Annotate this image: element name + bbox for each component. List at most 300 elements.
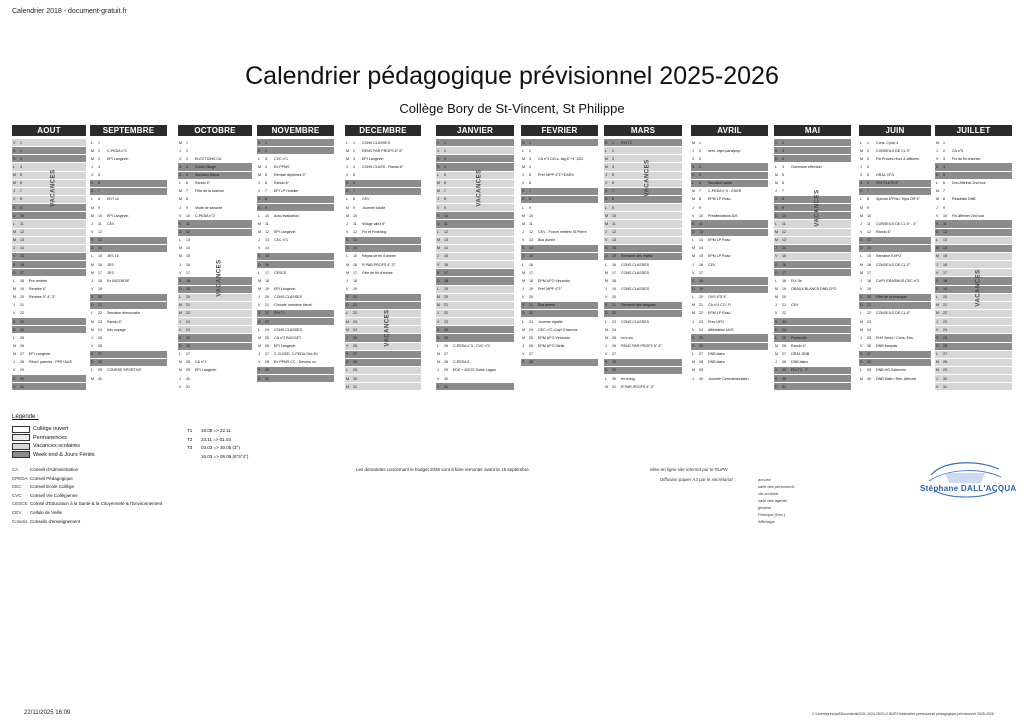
day-number: 7 xyxy=(612,189,614,194)
day-event: Pentecôte xyxy=(791,335,808,340)
day-number: 22 xyxy=(612,311,616,316)
weekday-letter: M xyxy=(936,189,939,194)
day-event: Journée égalité xyxy=(538,319,563,324)
day-event: Semaine Bleue xyxy=(195,173,220,178)
day-number: 9 xyxy=(529,205,531,210)
day-row xyxy=(521,204,598,212)
day-number: 31 xyxy=(782,384,786,389)
day-number: 20 xyxy=(943,295,947,300)
legend-swatch xyxy=(12,426,30,433)
day-number: 1 xyxy=(20,140,22,145)
day-number: 1 xyxy=(782,140,784,145)
weekday-letter: S xyxy=(936,221,939,226)
weekday-letter: J xyxy=(860,164,862,169)
weekday-letter: L xyxy=(437,173,439,178)
day-row xyxy=(436,261,514,269)
weekday-letter: V xyxy=(346,287,349,292)
day-number: 23 xyxy=(186,319,190,324)
day-number: 18 xyxy=(444,278,448,283)
day-event: Fin Procès-réun' & affichés xyxy=(876,156,919,161)
weekday-letter: S xyxy=(860,238,863,243)
month-fevrier xyxy=(521,125,598,367)
weekday-letter: V xyxy=(346,173,349,178)
month-header: MARS xyxy=(604,125,682,136)
weekday-letter: V xyxy=(522,352,525,357)
day-number: 31 xyxy=(353,384,357,389)
day-number: 13 xyxy=(98,238,102,243)
day-number: 20 xyxy=(867,295,871,300)
day-number: 28 xyxy=(782,360,786,365)
weekday-letter: J xyxy=(692,319,694,324)
day-number: 22 xyxy=(444,311,448,316)
day-row xyxy=(774,375,851,383)
day-event: DNB blanc xyxy=(708,360,726,365)
legend-item xyxy=(12,442,80,450)
weekday-letter: M xyxy=(775,344,778,349)
day-event: R PAR-PROFS 4°-3° xyxy=(621,384,655,389)
day-number: 15 xyxy=(612,254,616,259)
day-row xyxy=(774,163,851,171)
day-number: 24 xyxy=(444,327,448,332)
day-number: 23 xyxy=(867,319,871,324)
day-number: 24 xyxy=(20,327,24,332)
weekday-letter: M xyxy=(605,164,608,169)
weekday-letter: D xyxy=(605,368,608,373)
day-row xyxy=(521,180,598,188)
weekday-letter: V xyxy=(13,254,16,259)
day-number: 22 xyxy=(867,311,871,316)
day-row xyxy=(257,229,334,237)
day-row xyxy=(521,261,598,269)
day-row xyxy=(859,286,931,294)
day-number: 30 xyxy=(265,376,269,381)
day-number: 17 xyxy=(98,270,102,275)
day-number: 7 xyxy=(98,189,100,194)
day-row xyxy=(604,261,682,269)
day-event: CESCE xyxy=(274,270,287,275)
weekday-letter: D xyxy=(13,384,16,389)
day-row xyxy=(178,204,252,212)
day-row xyxy=(774,237,851,245)
weekday-letter: M xyxy=(179,254,182,259)
abbreviation-row xyxy=(12,475,162,484)
day-row xyxy=(345,310,421,318)
day-number: 17 xyxy=(186,270,190,275)
day-number: 9 xyxy=(867,205,869,210)
day-row xyxy=(436,318,514,326)
day-row xyxy=(12,343,86,351)
period-row: 16.03 => 06.06 (6°5°4°) xyxy=(201,453,249,459)
day-number: 10 xyxy=(98,213,102,218)
day-number: 16 xyxy=(444,262,448,267)
day-number: 3 xyxy=(265,156,267,161)
print-date: 22/11/2025 16:09 xyxy=(24,710,71,716)
day-event: Ex PPMS CC - Devoirs co xyxy=(274,360,316,365)
day-number: 9 xyxy=(98,205,100,210)
day-number: 14 xyxy=(265,246,269,251)
day-event: CONS CLASSES xyxy=(274,327,302,332)
weekday-letter: J xyxy=(775,246,777,251)
day-row xyxy=(436,139,514,147)
weekday-letter: L xyxy=(179,295,181,300)
day-number: 10 xyxy=(867,213,871,218)
day-number: 29 xyxy=(612,368,616,373)
day-event: Rando 6° xyxy=(274,181,290,186)
day-event: CONS CLASS - Rando 6° xyxy=(362,164,404,169)
weekday-letter: J xyxy=(605,230,607,235)
weekday-letter: S xyxy=(346,295,349,300)
weekday-letter: M xyxy=(258,287,261,292)
day-number: 22 xyxy=(943,311,947,316)
weekday-letter: D xyxy=(936,173,939,178)
day-event: EPI Langevin xyxy=(195,368,217,373)
day-number: 28 xyxy=(444,360,448,365)
day-event: EPM LP Rosu xyxy=(708,238,731,243)
weekday-letter: L xyxy=(605,376,607,381)
day-row xyxy=(90,277,167,285)
day-row xyxy=(604,269,682,277)
day-number: 13 xyxy=(444,238,448,243)
day-number: 14 xyxy=(98,246,102,251)
abbreviation-key: CEV xyxy=(12,509,22,515)
day-event: CEV xyxy=(708,262,716,267)
weekday-letter: L xyxy=(346,197,348,202)
day-row xyxy=(345,375,421,383)
day-number: 20 xyxy=(265,295,269,300)
day-number: 9 xyxy=(782,205,784,210)
day-number: 17 xyxy=(867,270,871,275)
day-number: 15 xyxy=(444,254,448,259)
day-row xyxy=(257,155,334,163)
day-row xyxy=(436,237,514,245)
day-event: Village allez 6° xyxy=(362,221,386,226)
day-number: 26 xyxy=(98,344,102,349)
day-number: 30 xyxy=(867,376,871,381)
day-row xyxy=(604,155,682,163)
day-number: 25 xyxy=(943,335,947,340)
day-row xyxy=(691,359,768,367)
weekday-letter: L xyxy=(258,156,260,161)
day-event: PréaffectationUUS xyxy=(708,213,738,218)
weekday-letter: D xyxy=(775,156,778,161)
weekday-letter: J xyxy=(91,221,93,226)
day-row xyxy=(345,383,421,391)
month-novembre xyxy=(257,125,334,383)
legend-swatch xyxy=(12,443,30,450)
day-number: 7 xyxy=(186,189,188,194)
weekday-letter: V xyxy=(258,303,261,308)
day-row xyxy=(604,139,682,147)
day-number: 2 xyxy=(186,148,188,153)
weekday-letter: V xyxy=(936,213,939,218)
day-row xyxy=(345,343,421,351)
day-row xyxy=(691,277,768,285)
day-number: 30 xyxy=(699,376,703,381)
weekday-letter: V xyxy=(258,360,261,365)
weekday-letter: L xyxy=(346,140,348,145)
day-row xyxy=(521,196,598,204)
day-event: DNB Math / Rés. Affectat xyxy=(876,376,916,381)
day-row xyxy=(12,261,86,269)
day-number: 4 xyxy=(444,164,446,169)
weekday-letter: L xyxy=(437,287,439,292)
day-number: 15 xyxy=(529,254,533,259)
day-row xyxy=(604,367,682,375)
day-event: Prev UFO xyxy=(708,319,724,324)
weekday-letter: S xyxy=(936,164,939,169)
day-number: 2 xyxy=(265,148,267,153)
source-note: Calendrier 2018 - document-gratuit.fr xyxy=(12,8,127,15)
day-number: 29 xyxy=(186,368,190,373)
day-row xyxy=(436,155,514,163)
weekday-letter: S xyxy=(522,246,525,251)
month-decembre xyxy=(345,125,421,391)
day-number: 14 xyxy=(943,246,947,251)
day-event: Rando 6° xyxy=(107,319,123,324)
day-number: 19 xyxy=(943,287,947,292)
day-row xyxy=(935,343,1012,351)
day-number: 10 xyxy=(353,213,357,218)
day-event: Résultats DNB xyxy=(952,197,976,202)
weekday-letter: S xyxy=(775,148,778,153)
day-number: 2 xyxy=(699,148,701,153)
month-header: MAI xyxy=(774,125,851,136)
day-number: 8 xyxy=(186,197,188,202)
day-row xyxy=(774,351,851,359)
day-number: 28 xyxy=(186,360,190,365)
day-number: 24 xyxy=(943,327,947,332)
weekday-letter: S xyxy=(258,197,261,202)
day-number: 22 xyxy=(186,311,190,316)
weekday-letter: M xyxy=(437,303,440,308)
month-mai xyxy=(774,125,851,391)
day-number: 11 xyxy=(867,221,871,226)
day-row xyxy=(691,147,768,155)
day-number: 27 xyxy=(699,352,703,357)
weekday-letter: M xyxy=(692,189,695,194)
weekday-letter: V xyxy=(522,238,525,243)
day-number: 8 xyxy=(265,197,267,202)
weekday-letter: V xyxy=(13,197,16,202)
day-number: 1 xyxy=(699,140,701,145)
weekday-letter: V xyxy=(692,156,695,161)
weekday-letter: M xyxy=(91,148,94,153)
day-number: 17 xyxy=(353,270,357,275)
day-number: 17 xyxy=(699,270,703,275)
weekday-letter: S xyxy=(522,303,525,308)
weekday-letter: S xyxy=(775,319,778,324)
weekday-letter: S xyxy=(258,254,261,259)
day-number: 10 xyxy=(699,213,703,218)
day-number: 22 xyxy=(265,311,269,316)
weekday-letter: S xyxy=(605,360,608,365)
day-number: 25 xyxy=(265,335,269,340)
legend-item xyxy=(12,434,67,442)
day-row xyxy=(12,229,86,237)
day-number: 30 xyxy=(98,376,102,381)
day-number: 4 xyxy=(612,164,614,169)
day-row xyxy=(345,139,421,147)
weekday-letter: M xyxy=(522,221,525,226)
day-event: CEV xyxy=(107,221,115,226)
day-number: 16 xyxy=(98,262,102,267)
weekday-letter: S xyxy=(258,140,261,145)
legend-label: Vacances scolaires xyxy=(33,443,80,449)
day-row xyxy=(345,302,421,310)
day-number: 29 xyxy=(20,368,24,373)
day-event: EDE + 6GOS Sortie Lagon xyxy=(453,368,496,373)
day-row xyxy=(90,229,167,237)
day-row xyxy=(774,367,851,375)
day-row xyxy=(521,343,598,351)
weekday-letter: M xyxy=(179,311,182,316)
day-row xyxy=(257,180,334,188)
day-number: 22 xyxy=(20,311,24,316)
day-row xyxy=(178,351,252,359)
weekday-letter: M xyxy=(258,278,261,283)
day-row xyxy=(178,375,252,383)
day-number: 18 xyxy=(353,278,357,283)
day-number: 17 xyxy=(265,270,269,275)
day-row xyxy=(436,367,514,375)
weekday-letter: S xyxy=(91,295,94,300)
day-row xyxy=(345,367,421,375)
weekday-letter: D xyxy=(605,197,608,202)
weekday-letter: D xyxy=(258,148,261,153)
weekday-letter: M xyxy=(346,262,349,267)
weekday-letter: V xyxy=(605,181,608,186)
day-row xyxy=(604,147,682,155)
weekday-letter: J xyxy=(179,262,181,267)
day-event: EPI LP Hotelier xyxy=(274,189,299,194)
day-row xyxy=(691,180,768,188)
day-number: 4 xyxy=(867,164,869,169)
month-mars xyxy=(604,125,682,391)
day-row xyxy=(859,139,931,147)
day-event: CONS CLASSES xyxy=(362,140,390,145)
day-row xyxy=(178,367,252,375)
weekday-letter: M xyxy=(692,254,695,259)
day-row xyxy=(436,334,514,342)
day-row xyxy=(90,359,167,367)
day-number: 7 xyxy=(867,189,869,194)
day-number: 2 xyxy=(943,148,945,153)
page-title: Calendrier pédagogique prévisionnel 2025-2026 xyxy=(245,62,779,90)
day-number: 5 xyxy=(699,173,701,178)
day-number: 28 xyxy=(699,360,703,365)
day-number: 27 xyxy=(943,352,947,357)
day-row xyxy=(345,196,421,204)
day-number: 1 xyxy=(98,140,100,145)
weekday-letter: M xyxy=(860,156,863,161)
day-number: 26 xyxy=(444,344,448,349)
day-number: 30 xyxy=(612,376,616,381)
day-number: 21 xyxy=(265,303,269,308)
day-number: 3 xyxy=(943,156,945,161)
weekday-letter: M xyxy=(936,246,939,251)
weekday-letter: V xyxy=(692,213,695,218)
day-row xyxy=(12,237,86,245)
weekday-letter: D xyxy=(775,384,778,389)
day-row xyxy=(90,155,167,163)
weekday-letter: M xyxy=(258,164,261,169)
day-row xyxy=(345,326,421,334)
day-row xyxy=(345,212,421,220)
day-row xyxy=(935,334,1012,342)
day-row xyxy=(859,237,931,245)
day-row xyxy=(12,277,86,285)
day-number: 25 xyxy=(699,335,703,340)
month-octobre xyxy=(178,125,252,391)
signature-name: Stéphane DALL'ACQUA xyxy=(920,484,1017,493)
weekday-letter: M xyxy=(179,360,182,365)
day-number: 6 xyxy=(265,181,267,186)
day-number: 23 xyxy=(782,319,786,324)
day-row xyxy=(691,212,768,220)
abbreviation-row xyxy=(12,509,162,518)
day-number: 14 xyxy=(186,246,190,251)
day-number: 2 xyxy=(529,148,531,153)
day-event: Rentrée 6° xyxy=(29,287,47,292)
weekday-letter: V xyxy=(13,368,16,373)
weekday-letter: S xyxy=(437,327,440,332)
day-row xyxy=(774,359,851,367)
day-row xyxy=(436,286,514,294)
day-row xyxy=(774,180,851,188)
day-row xyxy=(257,204,334,212)
day-number: 3 xyxy=(20,156,22,161)
day-number: 11 xyxy=(612,221,616,226)
day-row xyxy=(178,261,252,269)
day-event: FIN T2 xyxy=(621,140,632,145)
day-row xyxy=(257,310,334,318)
weekday-letter: J xyxy=(692,262,694,267)
weekday-letter: V xyxy=(860,344,863,349)
weekday-letter: J xyxy=(522,344,524,349)
day-number: 12 xyxy=(943,230,947,235)
day-event: Journée Commémoration xyxy=(708,376,749,381)
weekday-letter: D xyxy=(522,311,525,316)
abbreviation-row xyxy=(12,492,162,501)
weekday-letter: L xyxy=(346,368,348,373)
day-row xyxy=(178,180,252,188)
weekday-letter: S xyxy=(775,376,778,381)
day-event: EPM LP Rosu xyxy=(708,311,731,316)
day-number: 5 xyxy=(444,173,446,178)
day-row xyxy=(90,343,167,351)
day-event: Semaine santé xyxy=(708,181,732,186)
day-row xyxy=(935,302,1012,310)
abbreviation-key: CESCE xyxy=(12,501,28,507)
day-number: 20 xyxy=(782,295,786,300)
day-event: CONSEILS DE CL 5° xyxy=(876,262,911,267)
day-number: 5 xyxy=(20,173,22,178)
day-row xyxy=(521,359,598,367)
periods-list xyxy=(187,427,248,461)
period-row: T1 18.08 => 22.11 xyxy=(187,428,231,433)
day-row xyxy=(774,269,851,277)
day-row xyxy=(178,383,252,391)
day-number: 16 xyxy=(943,262,947,267)
month-aout xyxy=(12,125,86,391)
day-number: 27 xyxy=(444,352,448,357)
weekday-letter: S xyxy=(258,368,261,373)
day-row xyxy=(691,318,768,326)
weekday-letter: J xyxy=(936,205,938,210)
day-event: Fête de fin d'année xyxy=(362,270,393,275)
day-event: C-PEDA n°2 xyxy=(195,213,215,218)
day-row xyxy=(436,188,514,196)
